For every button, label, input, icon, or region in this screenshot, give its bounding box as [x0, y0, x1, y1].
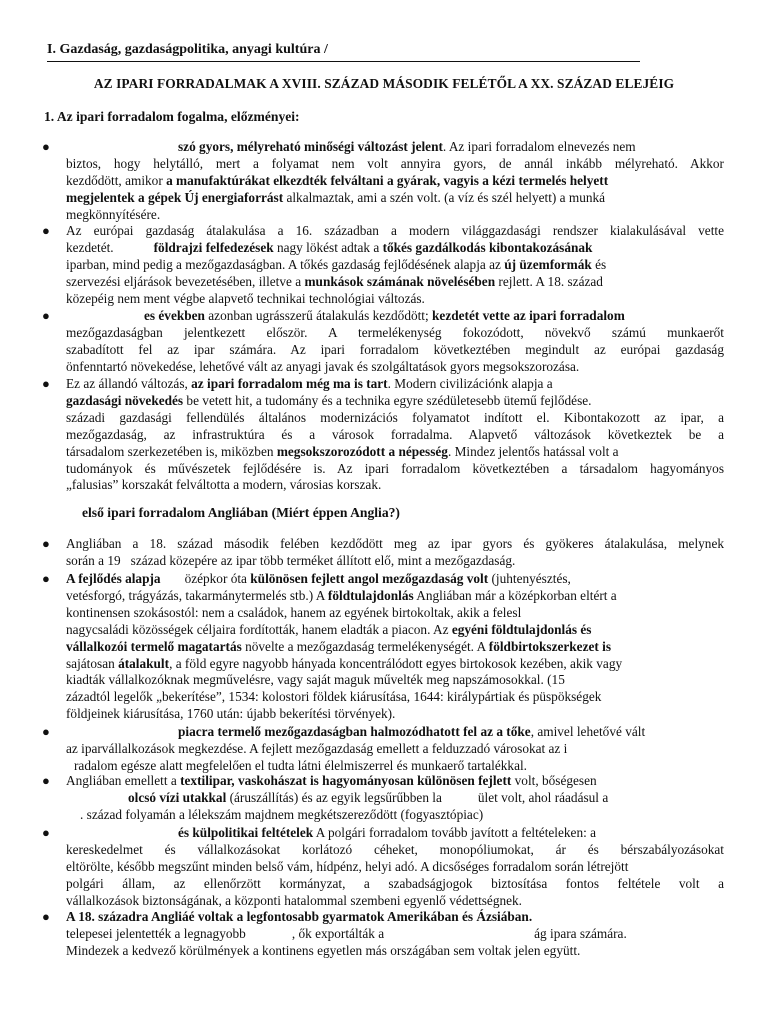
bullet-icon: ● [42, 724, 50, 739]
text-line: megkönnyítésére. [66, 206, 161, 222]
text-line: az iparvállalkozások megkezdése. A fejlett mezőgazdaság emellett a felduzzadó városokat az i [66, 740, 568, 756]
text-line: során a 19 század közepére az ipar több terméket állított elő, mint a mezőgazdaság. [66, 552, 516, 568]
list-item [44, 773, 724, 823]
text-line: szervezési eljárások bevezetésében, illetve a munkások számának növelésében rejlett. A 18. század [66, 273, 603, 289]
bullet-icon: ● [42, 223, 50, 238]
text-line: tudományok és művészetek fejlődésére is. Az ipari forradalom következtében a társadalom hagyományos [66, 460, 724, 476]
bullet-icon: ● [42, 139, 50, 154]
text-line: nagycsaládi közösségek céljaira fordították, hanem eladták a piacon. Az egyéni földtulajdonlás és [66, 621, 592, 637]
list-item [44, 571, 724, 723]
text-line: kiadták vállalkozóknak megművelésre, vagy saját maguk művelték meg napszámosokkal. (15 [66, 672, 565, 688]
text-line: radalom egésze alatt megfelelően el tudta látni élelmiszerrel és munkaerő tartalékkal. [74, 757, 527, 773]
text-line: kezdetét. földrajzi felfedezések nagy lökést adtak a tőkés gazdálkodás kibontakozásának [66, 239, 593, 255]
list-item-text [66, 773, 724, 824]
text-line: kezdődött, amikor a manufaktúrákat elkezdték felváltani a gyárak, vagyis a kézi termelés helyett [66, 172, 609, 188]
list-item [44, 909, 724, 961]
text-line: közepéig nem ment végbe alapvető technikai technológiai változás. [66, 290, 425, 306]
text-line: eltörölte, később megszűnt minden belső vám, hídpénz, helyi adó. A dicsőséges forradalom során létrejött [66, 858, 629, 874]
list-item-text [66, 909, 724, 960]
text-line: olcsó vízi utakkal (áruszállítás) és az egyik legsűrűbben la ület volt, ahol ráadásul a [128, 789, 609, 805]
text-line: polgári állam, az ellenőrzött kormányzat, a szabadságjogok biztosítása fontos feltétele volt a [66, 875, 724, 891]
list-item-text [66, 536, 724, 570]
section-1-heading: 1. Az ipari forradalom fogalma, előzményei: [44, 109, 300, 124]
text-line: iparban, mind pedig a mezőgazdaságban. A tőkés gazdaság fejlődésének alapja az új üzemformák és [66, 256, 607, 272]
text-line: Angliában emellett a textilipar, vaskohászat is hagyományosan különösen fejlett volt, bőségesen [66, 773, 597, 788]
text-line: századi gazdasági fellendülés általános modernizációs folyamatot indított el. Kibontakozott az ipar, a [66, 409, 724, 425]
text-line: Angliában a 18. század második felében kezdődött meg az ipar gyors és gyökeres átalakulása, melynek [66, 536, 724, 551]
bullet-icon: ● [42, 536, 50, 551]
text-line: zázadtól legelők „bekerítése”, 1534: kolostori földek kiárusítása, 1644: királypártiak és püspökségek [66, 689, 602, 705]
list-item-text [66, 223, 724, 308]
list-item [44, 825, 724, 910]
text-line: mezőgazdaság, az infrastruktúra és a városok forradalma. Alapvető változások következtek be a [66, 426, 724, 442]
bullet-icon: ● [42, 773, 50, 788]
list-item [44, 223, 724, 308]
list-item [44, 139, 724, 224]
text-line: „falusias” korszakát felváltotta a modern, városias korszak. [66, 477, 382, 493]
text-line: gazdasági növekedés be vetett hit, a tudomány és a technika egyre szédületesebb ütemű fejlődése. [66, 392, 592, 408]
list-item [44, 308, 724, 376]
text-line: . század folyamán a lélekszám majdnem megkétszereződött (fogyasztópiac) [80, 806, 484, 822]
bullet-icon: ● [42, 308, 50, 323]
text-line: es években azonban ugrásszerű átalakulás kezdődött; kezdetét vette az ipari forradalom [144, 308, 625, 323]
text-line: kontinensen szokásostól: nem a családok, hanem az egyének birtokoltak, akik a felesl [66, 604, 522, 620]
bullet-icon: ● [42, 825, 50, 840]
text-line: A 18. századra Angliáé voltak a legfontosabb gyarmatok Amerikában és Ázsiában. [66, 909, 533, 924]
list-item-text [66, 376, 724, 494]
text-line: A fejlődés alapja özépkor óta különösen fejlett angol mezőgazdaság volt (juhtenyésztés, [66, 571, 571, 586]
text-line: Az európai gazdaság átalakulása a 16. században a modern világgazdasági rendszer kialakulásával vette [66, 223, 724, 238]
text-line: és külpolitikai feltételek A polgári forradalom tovább javított a feltételeken: a [178, 825, 597, 840]
text-line: mezőgazdaságban jelentkezett először. A termelékenység fokozódott, növekvő számú munkaerőt [66, 324, 724, 340]
text-line: társadalom szerkezetében is, miközben megsokszorozódott a népesség. Mindez jelentős hatással volt a [66, 443, 619, 459]
text-line: biztos, hogy helytálló, mert a folyamat nem volt annyira gyors, de annál inkább mélyreható. Akkor [66, 155, 724, 171]
list-item-text [66, 724, 724, 775]
list-item-text [66, 308, 724, 376]
list-item [44, 376, 724, 496]
text-line: szabadított fel az ipar számára. Az ipari forradalom következtében megindult az európai gazdaság [66, 341, 724, 357]
text-line: megjelentek a gépek Új energiaforrást alkalmaztak, ami a szén volt. (a víz és szél helyett) a munká [66, 189, 606, 205]
text-line: telepesei jelentették a legnagyobb , ők exportálták a ág ipara számára. [66, 925, 627, 941]
text-line: Mindezek a kedvező körülmények a kontinens egyetlen más országában sem voltak jelen együtt. [66, 942, 581, 958]
bullet-icon: ● [42, 909, 50, 924]
bullet-icon: ● [42, 571, 50, 586]
text-line: kereskedelmet és vállalkozásokat korlátozó céheket, monopóliumokat, ár és bérszabályozásokat [66, 841, 724, 857]
text-line: szó gyors, mélyreható minőségi változást jelent. Az ipari forradalom elnevezés nem [178, 139, 636, 154]
list-item-text [66, 139, 724, 224]
section-2-heading: első ipari forradalom Angliában (Miért éppen Anglia?) [82, 505, 400, 520]
text-line: vetésforgó, trágyázás, takarmánytermelés stb.) A földtulajdonlás Angliában már a középkorban eltért a [66, 587, 617, 603]
text-line: sajátosan átalakult, a föld egyre nagyobb hányada koncentrálódott egyes birtokosok kezében, akik vagy [66, 655, 623, 671]
text-line: földjeinek kiárusítása, 1760 után: újabb bekerítési törvények). [66, 706, 396, 722]
list-item [44, 536, 724, 570]
text-line: piacra termelő mezőgazdaságban halmozódhatott fel az a tőke, amivel lehetővé vált [178, 724, 646, 739]
bullet-icon: ● [42, 376, 50, 391]
text-line: vállalkozói termelő magatartás növelte a mezőgazdaság termelékenységét. A földbirtokszerkezet is [66, 638, 612, 654]
text-line: vállalkozások biztonságának, a központi hatalommal szembeni egyenlő védettségnek. [66, 892, 523, 908]
text-line: önfenntartó növekedése, lehetővé vált az anyagi javak és szolgáltatások gyors megsokszorozása. [66, 358, 580, 374]
page-title: AZ IPARI FORRADALMAK A XVIII. SZÁZAD MÁSODIK FELÉTŐL A XX. SZÁZAD ELEJÉIG [93, 76, 675, 91]
list-item-text [66, 825, 724, 910]
text-line: Ez az állandó változás, az ipari forradalom még ma is tart. Modern civilizációnk alapja a [66, 376, 553, 391]
section-header: I. Gazdaság, gazdaságpolitika, anyagi kultúra / [47, 39, 640, 62]
list-item-text [66, 571, 724, 723]
list-item [44, 724, 724, 774]
